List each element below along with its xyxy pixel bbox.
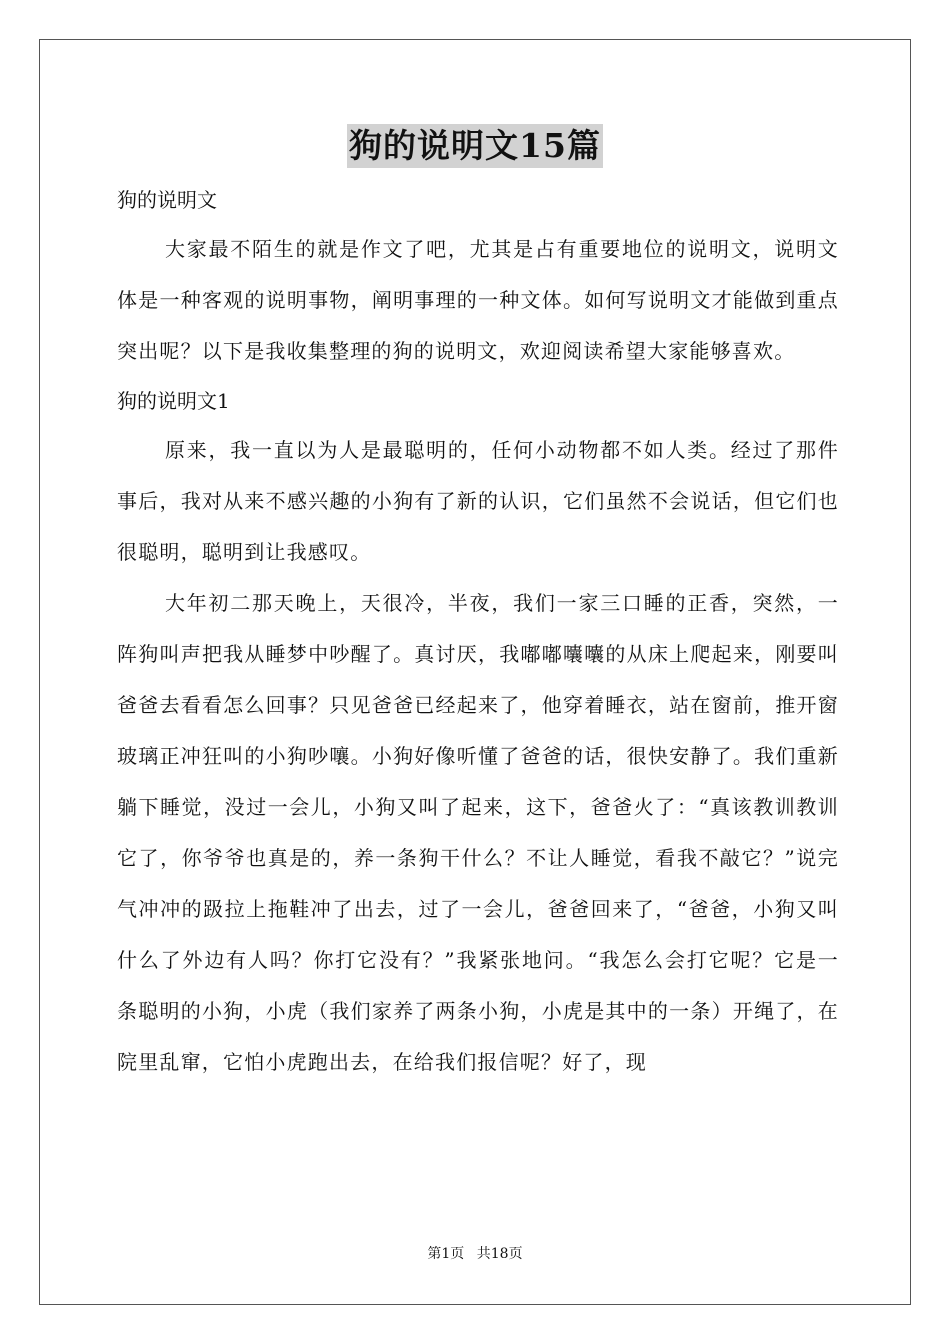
page-number-total: 共18页 xyxy=(476,1246,523,1262)
section1-paragraph-2: 大年初二那天晚上，天很冷，半夜，我们一家三口睡的正香，突然，一阵狗叫声把我从睡梦中吵醒了。真讨厌，我嘟嘟囔囔的从床上爬起来，刚要叫爸爸去看看怎么回事？只见爸爸已经起来了，他穿着睡衣，站在窗前，推开窗玻璃正冲狂叫的小狗吵嚷。小狗好像听懂了爸爸的话，很快安静了。我们重新躺下睡觉，没过一会儿，小狗又叫了起来，这下，爸爸火了：“真该教训教训它了，你爷爷也真是的，养一条狗干什么？不让人睡觉，看我不敲它？”说完气冲冲的趿拉上拖鞋冲了出去，过了一会儿，爸爸回来了，“爸爸，小狗又叫什么了外边有人吗？你打它没有？”我紧张地问。“我怎么会打它呢？它是一条聪明的小狗，小虎（我们家养了两条小狗，小虎是其中的一条）开绳了，在院里乱窜，它怕小虎跑出去，在给我们报信呢？好了，现 xyxy=(117,591,839,1074)
page-number-current: 第1页 xyxy=(427,1246,465,1262)
intro-paragraph: 大家最不陌生的就是作文了吧，尤其是占有重要地位的说明文，说明文体是一种客观的说明事物，阐明事理的一种文体。如何写说明文才能做到重点突出呢？以下是我收集整理的狗的说明文，欢迎阅读希望大家能够喜欢。 xyxy=(117,237,839,363)
section-heading-intro: 狗的说明文 xyxy=(117,188,217,212)
page-footer xyxy=(0,1244,950,1264)
section1-paragraph-1: 原来，我一直以为人是最聪明的，任何小动物都不如人类。经过了那件事后，我对从来不感兴趣的小狗有了新的认识，它们虽然不会说话，但它们也很聪明，聪明到让我感叹。 xyxy=(117,438,839,564)
document-title: 狗的说明文15篇 xyxy=(347,124,603,168)
title-container xyxy=(0,124,950,168)
section-heading-1: 狗的说明文1 xyxy=(117,389,230,413)
document-body xyxy=(117,176,839,1088)
